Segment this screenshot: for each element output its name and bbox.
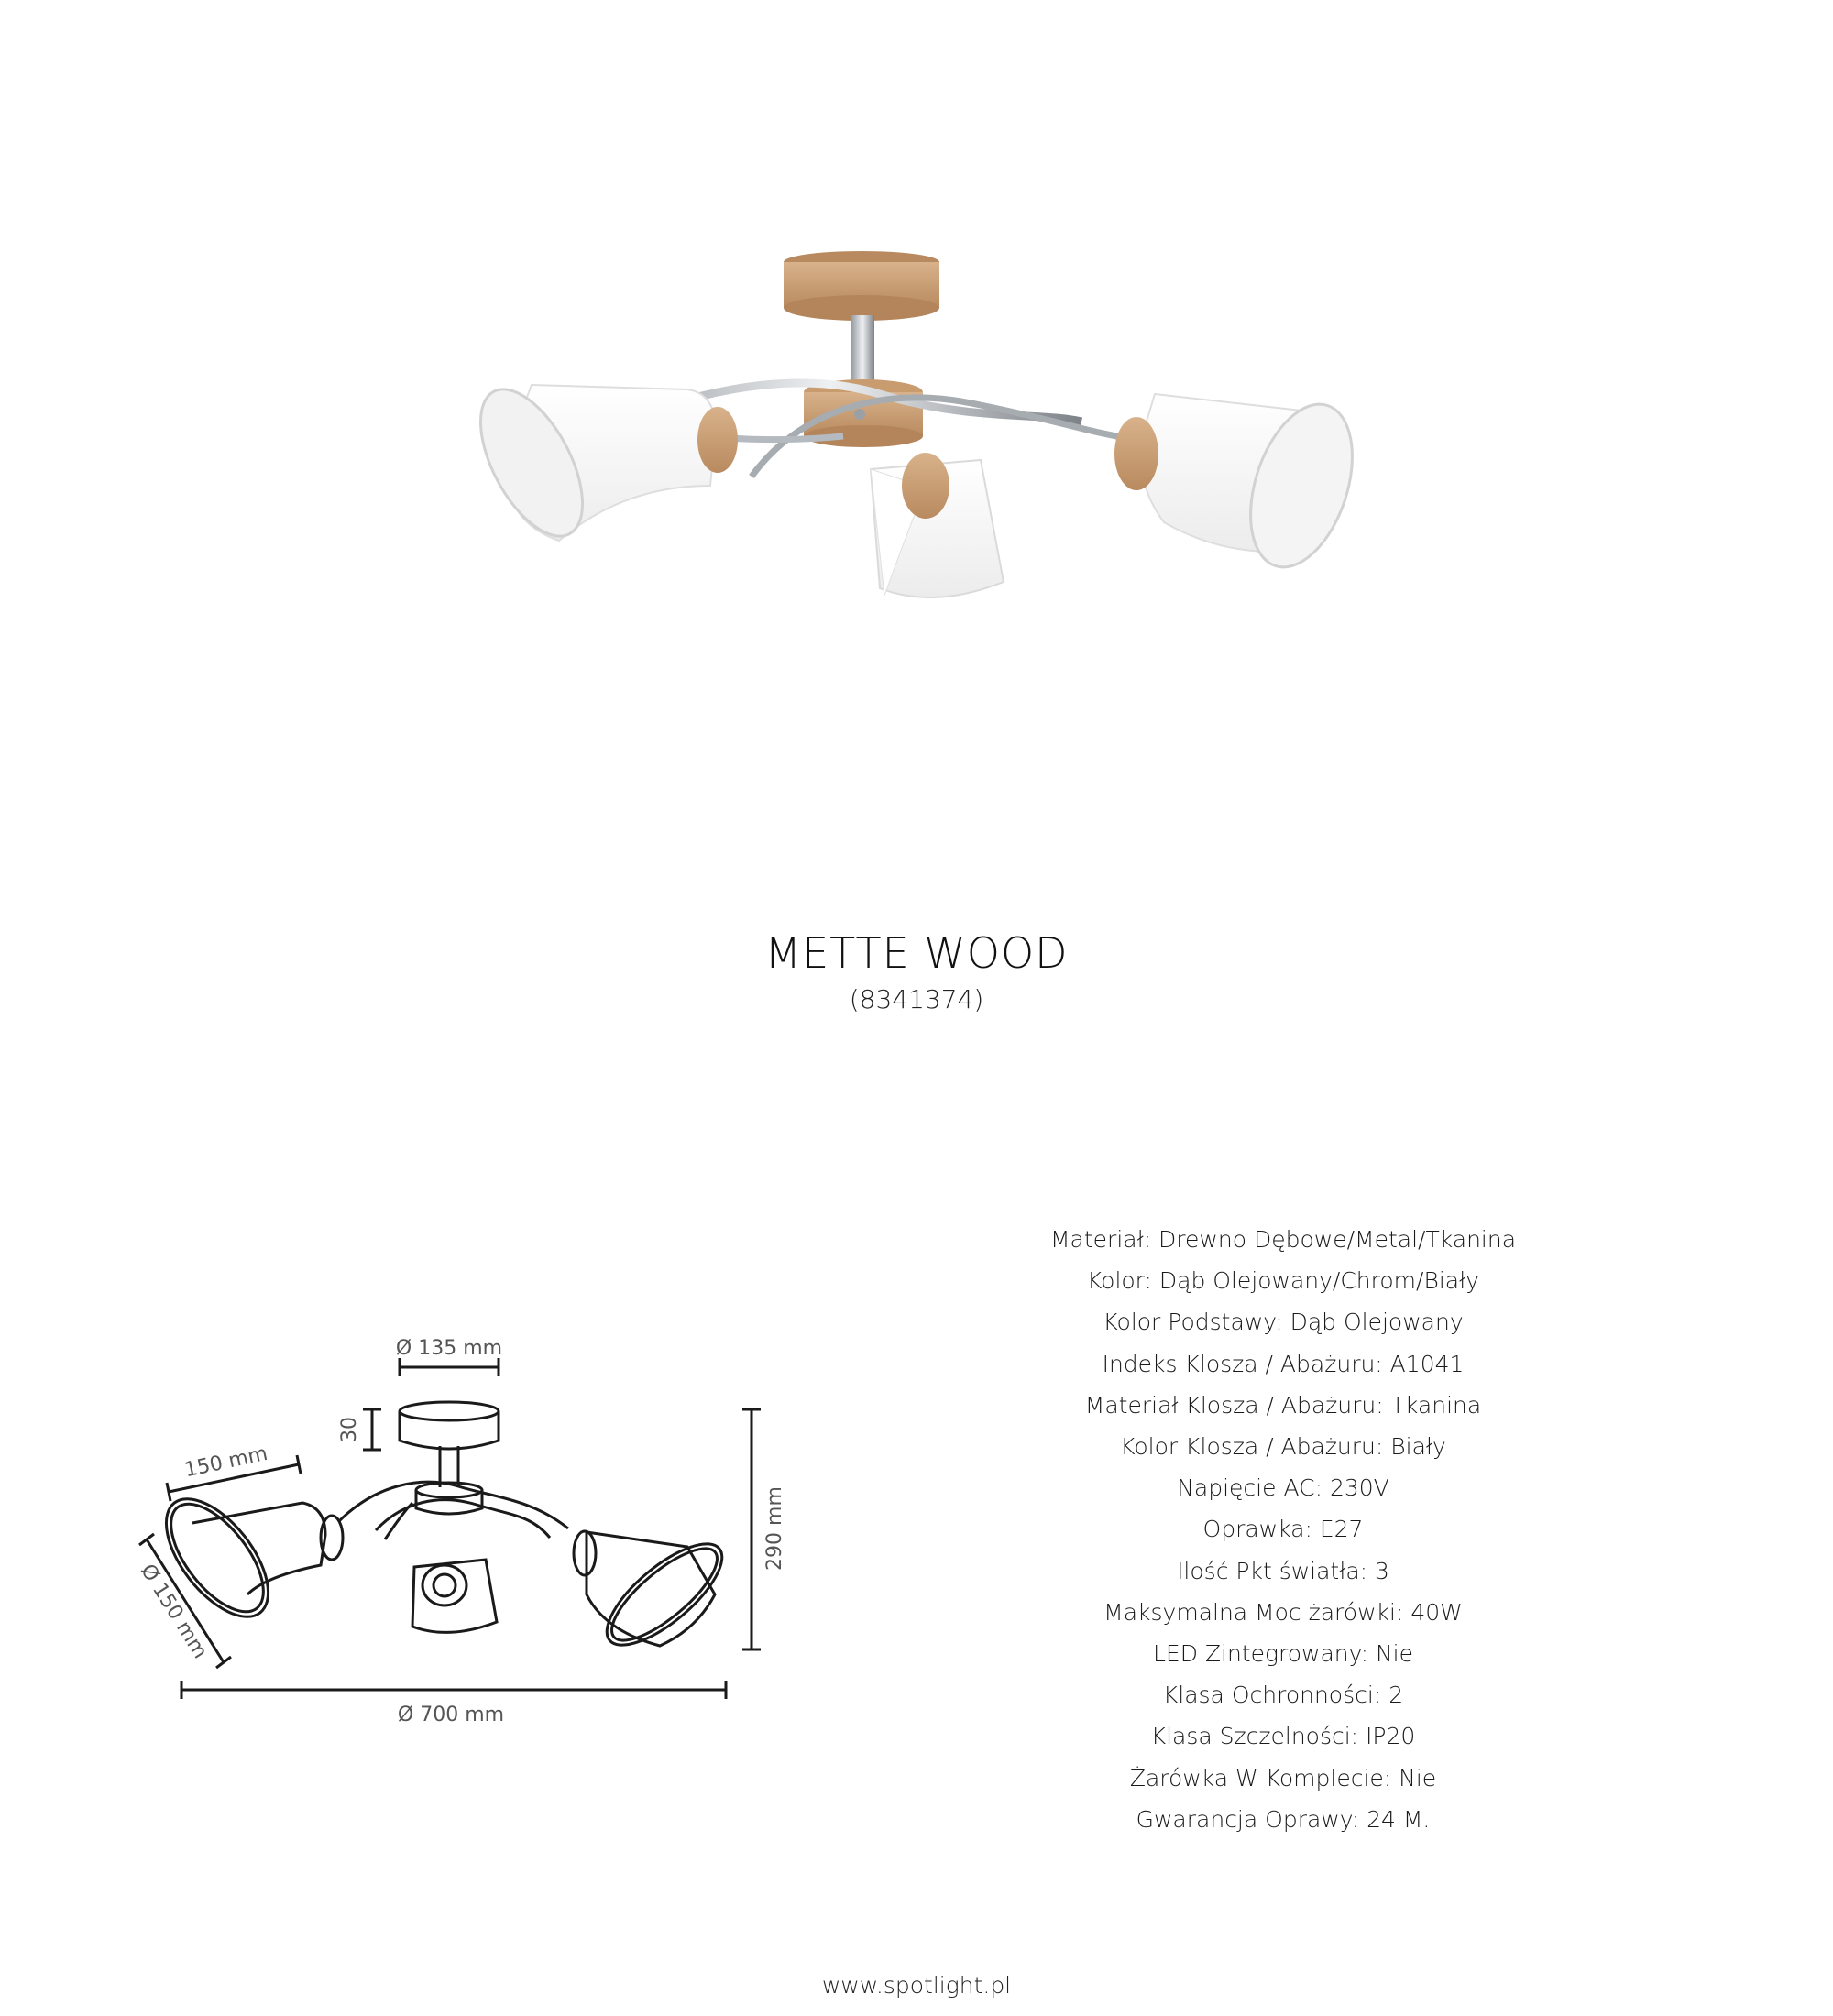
total-height-label: 290 mm bbox=[763, 1486, 786, 1571]
product-photo bbox=[495, 257, 1356, 623]
base-diameter-label: Ø 135 mm bbox=[395, 1337, 503, 1360]
total-width-label: Ø 700 mm bbox=[397, 1704, 505, 1726]
lamp-line-drawing-icon bbox=[128, 1320, 807, 1726]
spec-item: Materiał: Drewno Dębowe/Metal/Tkanina bbox=[1049, 1226, 1517, 1253]
spec-list bbox=[916, 1219, 1650, 1840]
shade-diameter-label: Ø 150 mm bbox=[136, 1560, 212, 1663]
spec-item: Ilość Pkt światła: 3 bbox=[1177, 1557, 1389, 1584]
spec-item: Oprawka: E27 bbox=[1202, 1516, 1364, 1543]
spec-item: Żarówka W Komplecie: Nie bbox=[1129, 1764, 1437, 1791]
spec-item: Klasa Ochronności: 2 bbox=[1162, 1682, 1404, 1709]
spec-item: Klasa Szczelności: IP20 bbox=[1150, 1723, 1416, 1750]
spec-item: Gwarancja Oprawy: 24 M. bbox=[1136, 1805, 1431, 1833]
spec-item: Indeks Klosza / Abażuru: A1041 bbox=[1102, 1350, 1465, 1377]
shade-length-label: 150 mm bbox=[182, 1441, 270, 1483]
dimension-drawing bbox=[128, 1320, 807, 1726]
spec-item: Kolor Klosza / Abażuru: Biały bbox=[1120, 1433, 1446, 1461]
base-height-label: 30 bbox=[338, 1417, 361, 1442]
spec-item: Materiał Klosza / Abażuru: Tkanina bbox=[1084, 1391, 1482, 1419]
ceiling-lamp-photo-icon bbox=[495, 257, 1356, 623]
spec-item: LED Zintegrowany: Nie bbox=[1152, 1640, 1414, 1668]
spec-item: Kolor Podstawy: Dąb Olejowany bbox=[1103, 1309, 1464, 1336]
spec-item: Napięcie AC: 230V bbox=[1177, 1474, 1389, 1502]
footer-url[interactable]: www.spotlight.pl bbox=[821, 1972, 1012, 1999]
product-title: METTE WOOD bbox=[764, 928, 1069, 978]
spec-item: Kolor: Dąb Olejowany/Chrom/Biały bbox=[1087, 1267, 1479, 1295]
product-code: (8341374) bbox=[849, 984, 984, 1014]
spec-item: Maksymalna Moc żarówki: 40W bbox=[1103, 1598, 1463, 1626]
